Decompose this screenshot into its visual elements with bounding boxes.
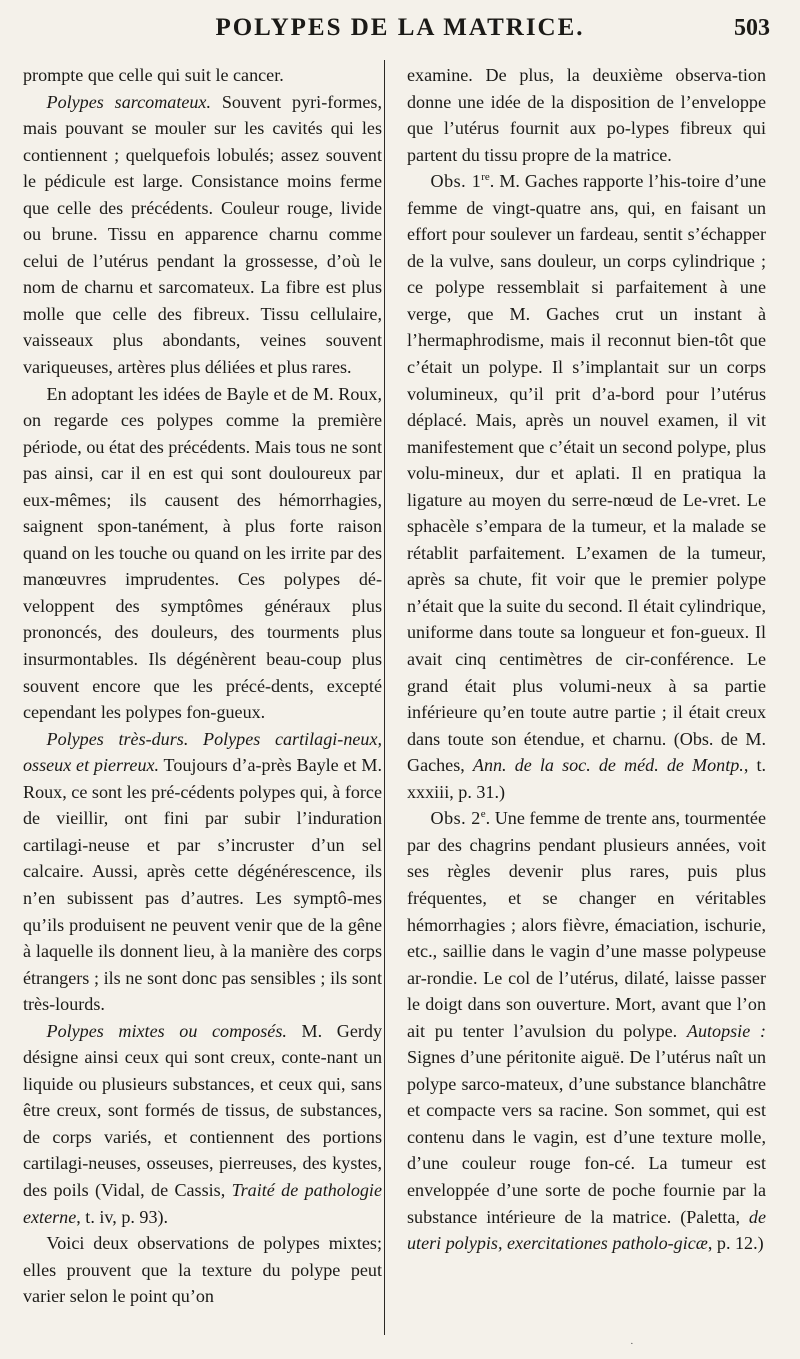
observation-label: Obs. 1 — [430, 171, 482, 192]
running-title: POLYPES DE LA MATRICE. — [215, 14, 585, 41]
paragraph: En adoptant les idées de Bayle et de M. Roux, on regarde ces polypes comme la première période, ou état des précédents. Mais tous ne sont pas ainsi, car il en est qui sont douloureux par eux-mêmes; ils causent des hémorrhagies, saignent spon-tanément, à plus forte raison quand on les touche ou quand on les irrite par des manœuvres imprudentes. Ces polypes dé-veloppent des symptômes généraux plus prononcés, des douleurs, des tourments plus insurmontables. Ils dégénèrent beau-coup plus souvent encore que les précé-dents, excepté cependant les polypes fon-gueux. — [23, 383, 382, 723]
left-column — [23, 62, 382, 1310]
section-title: Polypes très-durs. Polypes cartilagi-neux, osseux et pierreux. — [23, 728, 382, 776]
running-head — [0, 14, 800, 54]
paragraph-sarcomateux — [23, 89, 382, 381]
superscript: re — [481, 171, 490, 184]
citation-title: Traité de pathologie externe — [23, 1179, 382, 1227]
paragraph-text: Souvent pyri-formes, mais pouvant se mouler sur les cavités qui les contiennent ; quelquefois lobulés; assez souvent le pédicule est large. Consistance moins ferme que celle des précédents. Couleur rouge, livide ou brune. Tissu en apparence charnu comme celui de l’utérus pendant la grossesse, d’où le nom de charnu et sarcomateux. La fibre est plus molle que celle des fibreux. Tissu cellulaire, vaisseaux plus abondants, veines souvent variqueuses, artères plus déliées et plus rares. — [23, 91, 382, 378]
column-divider — [384, 60, 385, 1335]
section-title: Polypes mixtes ou composés. — [46, 1020, 287, 1041]
citation-title: de uteri polypis, exercitationes patholo-gicæ — [407, 1206, 766, 1254]
observation-label: Obs. 2 — [430, 808, 481, 829]
observation-text: , p. 12.) — [707, 1233, 764, 1254]
observation-text: . Une femme de trente ans, tourmentée par des chagrins pendant plusieurs années, voit ses règles devenir plus rares, puis plus fréquentes, et se changer en véritables hémorrhagies ; alors fièvre, émaciation, ischurie, etc., saillie dans le vagin d’une masse polypeuse ar-rondie. Le col de l’utérus, dilaté, laisse passer le doigt dans son ouverture. Mort, avant que l’on ait pu tenter l’avulsion du polype. — [407, 808, 766, 1041]
paragraph-text: Toujours d’a-près Bayle et M. Roux, ce sont les pré-cédents polypes qui, à force de vieillir, ont fini par subir l’induration cartilagi-neuse et par s’incruster d’un sel calcaire. Aussi, après cette dégénérescence, ils n’en subissent pas d’autres. Les symptô-mes qu’ils produisent ne peuvent venir que de la gêne à laquelle ils donnent lieu, à la manière des corps étrangers ; ils ne sont donc pas sensibles ; ils sont très-lourds. — [23, 755, 382, 1015]
paragraph-text: M. Gerdy désigne ainsi ceux qui sont creux, conte-nant un liquide ou plusieurs substances, et ceux qui, sans être creux, sont formés de tissus, de substances, de corps variés, et contiennent des portions cartilagi-neuses, osseuses, pierreuses, des kystes, des poils (Vidal, de Cassis, — [23, 1020, 382, 1200]
section-title: Polypes sarcomateux. — [46, 91, 211, 112]
citation-title: Ann. de la soc. de méd. de Montp. — [472, 755, 744, 776]
observation-2 — [407, 805, 766, 1256]
paragraph: Voici deux observations de polypes mixtes; elles prouvent que la texture du polype peut varier selon le point qu’on — [23, 1233, 382, 1307]
autopsie-label: Autopsie : — [686, 1020, 766, 1041]
right-column — [407, 62, 766, 1257]
paragraph: examine. De plus, la deuxième observa-tion donne une idée de la disposition de l’enveloppe que l’utérus fournit aux po-lypes fibreux qui partent du tissu propre de la matrice. — [407, 65, 766, 165]
paragraph-text: , t. iv, p. 93). — [76, 1206, 169, 1227]
paragraph: prompte que celle qui suit le cancer. — [23, 65, 284, 85]
observation-1 — [407, 168, 766, 805]
observation-text: Signes d’une péritonite aiguë. De l’utérus naît un polype sarco-mateux, d’une substance blanchâtre et compacte vers sa racine. Son sommet, qui est contenu dans le vagin, est d’une texture molle, d’une couleur rouge fon-cé. La tumeur est enveloppée d’une sorte de poche fournie par la substance intérieure de la matrice. (Paletta, — [407, 1047, 766, 1227]
superscript: e — [480, 808, 486, 821]
observation-text: . M. Gaches rapporte l’his-toire d’une femme de vingt-quatre ans, qui, en faisant un effort pour soulever un fardeau, sentit s’échapper de la vulve, sans douleur, un corps cylindrique ; ce polype ressemblait si parfaitement à une verge, que M. Gaches crut un instant à l’hermaphrodisme, mais il reconnut bien-tôt que c’était un polype. Il s’implantait sur un corps volumineux, qu’il prit d’a-bord pour l’utérus déplacé. Mais, après un nouvel examen, il vit manifestement que c’était un second polype, plus volu-mineux, dur et aplati. Il en pratiqua la ligature au moyen du serre-nœud de Le-vret. Le sphacèle s’empara de la tumeur, et la malade se rétablit parfaitement. L’examen de la tumeur, après sa chute, fit voir que le premier polype n’était que la suite du second. Il était cylindrique, uniforme dans toute sa longueur et fon-gueux. Il avait cinq centimètres de cir-conférence. Le grand était plus volumi-neux à sa partie inférieure qu’en toute autre partie ; il était creux dans toute son étendue, et charnu. (Obs. de M. Gaches, — [407, 171, 767, 776]
paragraph-mixtes — [23, 1018, 382, 1230]
stray-mark: · — [630, 1338, 634, 1350]
observation-text: , t. xxxiii, p. 31.) — [407, 755, 767, 802]
page-number: 503 — [734, 15, 770, 41]
paragraph-tres-durs — [23, 726, 382, 1018]
